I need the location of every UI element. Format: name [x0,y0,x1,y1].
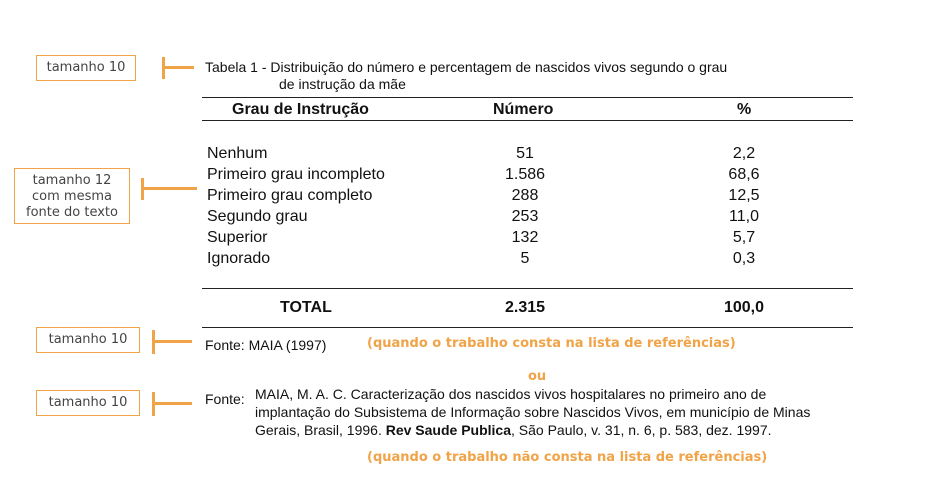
row-percent: 2,2 [732,145,756,162]
caption-bracket [162,57,194,79]
row-number: 288 [511,187,539,204]
caption-size-note: tamanho 10 [36,55,136,81]
table-total-top-rule [202,288,853,289]
body-size-note-line2: com mesma [32,189,112,204]
total-percent: 100,0 [723,299,765,316]
row-percent: 68,6 [728,166,760,183]
source1-bracket [152,330,192,354]
source2-line3-post: , São Paulo, v. 31, n. 6, p. 583, dez. 1997. [511,422,772,438]
header-percent: % [737,101,752,118]
source2-comment: (quando o trabalho não consta na lista de referências) [367,450,768,465]
row-label: Segundo grau [207,208,308,225]
source1-text: Fonte: MAIA (1997) [205,337,327,353]
table-caption-line2: de instrução da mãe [279,76,406,92]
total-label: TOTAL [280,299,332,316]
table-top-rule [202,97,853,98]
row-number: 253 [511,208,539,225]
table-row [0,143,940,164]
row-label: Nenhum [207,145,268,162]
header-grau: Grau de Instrução [232,101,369,118]
table-row [0,248,940,269]
source2-size-note: tamanho 10 [36,390,140,416]
row-label: Ignorado [207,250,271,267]
row-percent: 12,5 [728,187,760,204]
table-row [0,185,940,206]
source2-line2: implantação do Subsistema de Informação sobre Nascidos Vivos, em município de Minas [255,404,811,420]
row-number: 1.586 [504,166,546,183]
table-row [0,206,940,227]
row-percent: 5,7 [732,229,756,246]
total-number: 2.315 [504,299,546,316]
source2-bracket [152,392,192,416]
row-number: 132 [511,229,539,246]
body-size-note-line3: fonte do texto [26,205,118,220]
row-percent: 11,0 [729,208,759,225]
row-label: Superior [207,229,268,246]
source2-label: Fonte: [205,391,245,407]
source1-comment: (quando o trabalho consta na lista de referências) [367,336,736,351]
row-number: 51 [516,145,534,162]
table-header-rule [202,120,853,121]
row-number: 5 [520,250,530,267]
source2-line1: MAIA, M. A. C. Caracterização dos nascidos vivos hospitalares no primeiro ano de [255,386,767,402]
table-body [0,143,940,269]
body-size-note-line1: tamanho 12 [32,173,112,188]
or-separator: ou [528,369,547,384]
header-numero: Número [493,101,554,118]
source2-line3 [255,421,772,439]
journal-title: Rev Saude Publica [385,422,512,438]
table-bottom-rule [202,327,853,328]
row-percent: 0,3 [732,250,756,267]
source2-line3-pre: Gerais, Brasil, 1996. [255,422,386,438]
source1-size-note: tamanho 10 [36,327,140,353]
row-label: Primeiro grau incompleto [207,166,385,183]
table-caption-line1: Tabela 1 - Distribuição do número e percentagem de nascidos vivos segundo o grau [205,59,728,75]
table-row [0,164,940,185]
row-label: Primeiro grau completo [207,187,373,204]
table-row [0,227,940,248]
